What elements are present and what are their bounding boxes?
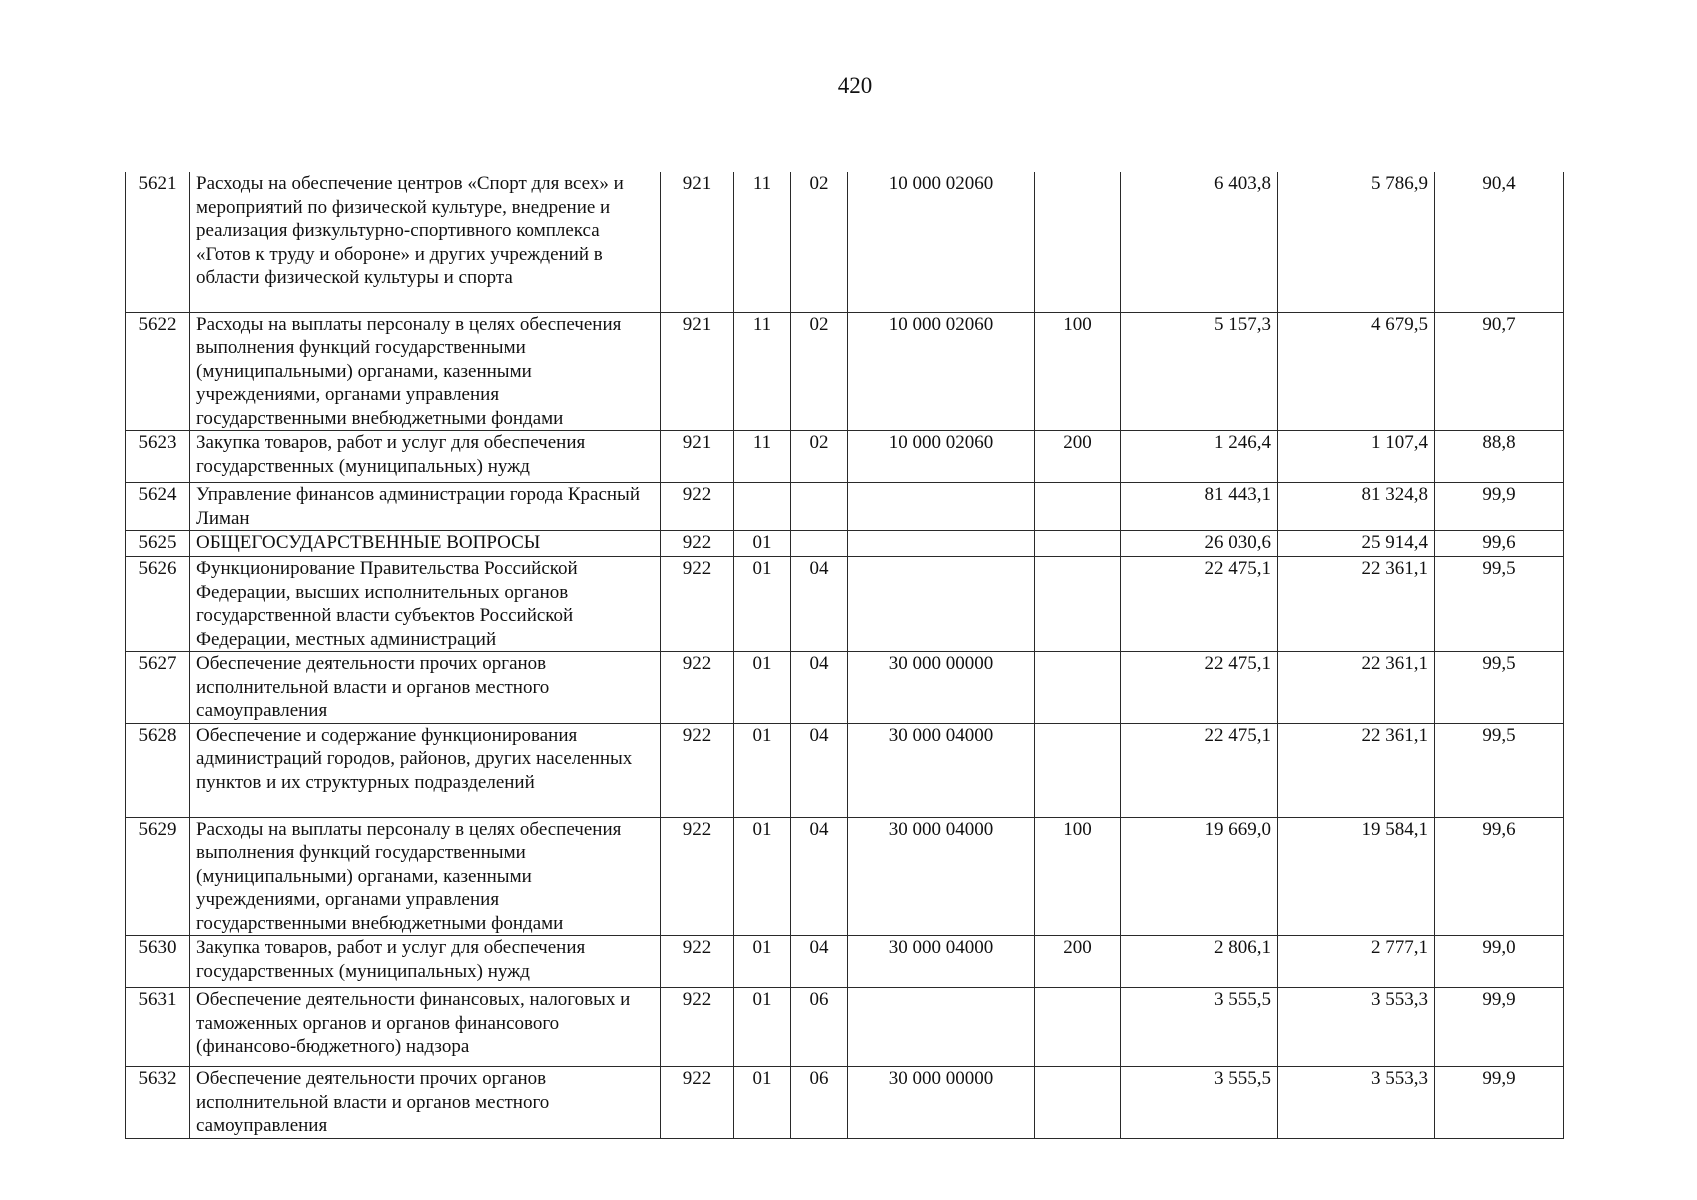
section-code-cell: 01: [734, 988, 791, 1067]
section-code-cell: 01: [734, 531, 791, 557]
target-article-cell: [848, 531, 1035, 557]
subsection-code-cell: 02: [791, 312, 848, 431]
actual-amount-cell: 25 914,4: [1278, 531, 1435, 557]
planned-amount-cell: 3 555,5: [1121, 1067, 1278, 1139]
item-name-cell: Функционирование Правительства Российской Федерации, высших исполнительных органов государственной власти субъектов Российской Федерации, местных администраций: [190, 557, 661, 652]
section-code-cell: 01: [734, 557, 791, 652]
planned-amount-cell: 5 157,3: [1121, 312, 1278, 431]
target-article-cell: 30 000 04000: [848, 936, 1035, 988]
grbs-code-cell: 921: [661, 172, 734, 312]
row-number-cell: 5623: [126, 431, 190, 483]
table-row: [126, 988, 1564, 1067]
planned-amount-cell: 22 475,1: [1121, 652, 1278, 724]
section-code-cell: 01: [734, 936, 791, 988]
section-code-cell: 11: [734, 312, 791, 431]
expense-type-cell: 100: [1035, 312, 1121, 431]
subsection-code-cell: 04: [791, 557, 848, 652]
expense-type-cell: [1035, 557, 1121, 652]
section-code-cell: 11: [734, 431, 791, 483]
actual-amount-cell: 22 361,1: [1278, 557, 1435, 652]
table-row: [126, 531, 1564, 557]
section-code-cell: 11: [734, 172, 791, 312]
item-name-cell: Закупка товаров, работ и услуг для обеспечения государственных (муниципальных) нужд: [190, 936, 661, 988]
execution-percent-cell: 99,9: [1435, 1067, 1564, 1139]
execution-percent-cell: 99,0: [1435, 936, 1564, 988]
grbs-code-cell: 922: [661, 817, 734, 936]
target-article-cell: 30 000 04000: [848, 723, 1035, 817]
row-number-cell: 5625: [126, 531, 190, 557]
execution-percent-cell: 99,9: [1435, 483, 1564, 531]
grbs-code-cell: 922: [661, 531, 734, 557]
actual-amount-cell: 1 107,4: [1278, 431, 1435, 483]
table-row: [126, 312, 1564, 431]
item-name-cell: Управление финансов администрации города Красный Лиман: [190, 483, 661, 531]
item-name-cell: Расходы на выплаты персоналу в целях обеспечения выполнения функций государственными (муниципальными) органами, казенными учреждениями, органами управления государственными внебюджетными фондами: [190, 312, 661, 431]
row-number-cell: 5626: [126, 557, 190, 652]
expense-type-cell: 200: [1035, 936, 1121, 988]
section-code-cell: [734, 483, 791, 531]
item-name-cell: Расходы на выплаты персоналу в целях обеспечения выполнения функций государственными (муниципальными) органами, казенными учреждениями, органами управления государственными внебюджетными фондами: [190, 817, 661, 936]
actual-amount-cell: 5 786,9: [1278, 172, 1435, 312]
grbs-code-cell: 922: [661, 652, 734, 724]
execution-percent-cell: 99,5: [1435, 652, 1564, 724]
table-row: [126, 557, 1564, 652]
grbs-code-cell: 921: [661, 312, 734, 431]
planned-amount-cell: 26 030,6: [1121, 531, 1278, 557]
planned-amount-cell: 22 475,1: [1121, 723, 1278, 817]
target-article-cell: [848, 988, 1035, 1067]
expense-type-cell: [1035, 172, 1121, 312]
row-number-cell: 5628: [126, 723, 190, 817]
grbs-code-cell: 922: [661, 723, 734, 817]
item-name-cell: ОБЩЕГОСУДАРСТВЕННЫЕ ВОПРОСЫ: [190, 531, 661, 557]
execution-percent-cell: 99,9: [1435, 988, 1564, 1067]
actual-amount-cell: 2 777,1: [1278, 936, 1435, 988]
row-number-cell: 5632: [126, 1067, 190, 1139]
planned-amount-cell: 6 403,8: [1121, 172, 1278, 312]
actual-amount-cell: 22 361,1: [1278, 723, 1435, 817]
execution-percent-cell: 88,8: [1435, 431, 1564, 483]
budget-table: [125, 172, 1564, 1139]
execution-percent-cell: 99,5: [1435, 557, 1564, 652]
item-name-cell: Расходы на обеспечение центров «Спорт для всех» и мероприятий по физической культуре, внедрение и реализация физкультурно-спортивного комплекса «Готов к труду и обороне» и других учреждений в области физической культуры и спорта: [190, 172, 661, 312]
table-row: [126, 172, 1564, 312]
table-row: [126, 652, 1564, 724]
section-code-cell: 01: [734, 817, 791, 936]
planned-amount-cell: 2 806,1: [1121, 936, 1278, 988]
table-body: [126, 172, 1564, 1139]
subsection-code-cell: 06: [791, 1067, 848, 1139]
row-number-cell: 5622: [126, 312, 190, 431]
grbs-code-cell: 922: [661, 936, 734, 988]
table-row: [126, 431, 1564, 483]
subsection-code-cell: 04: [791, 817, 848, 936]
section-code-cell: 01: [734, 1067, 791, 1139]
expense-type-cell: [1035, 1067, 1121, 1139]
expense-type-cell: [1035, 723, 1121, 817]
expense-type-cell: [1035, 652, 1121, 724]
target-article-cell: 10 000 02060: [848, 431, 1035, 483]
subsection-code-cell: 04: [791, 723, 848, 817]
table-row: [126, 723, 1564, 817]
page-number: 420: [837, 73, 873, 98]
actual-amount-cell: 3 553,3: [1278, 988, 1435, 1067]
item-name-cell: Обеспечение деятельности финансовых, налоговых и таможенных органов и органов финансового (финансово-бюджетного) надзора: [190, 988, 661, 1067]
row-number-cell: 5629: [126, 817, 190, 936]
subsection-code-cell: 06: [791, 988, 848, 1067]
item-name-cell: Закупка товаров, работ и услуг для обеспечения государственных (муниципальных) нужд: [190, 431, 661, 483]
subsection-code-cell: [791, 483, 848, 531]
row-number-cell: 5630: [126, 936, 190, 988]
planned-amount-cell: 22 475,1: [1121, 557, 1278, 652]
grbs-code-cell: 922: [661, 557, 734, 652]
row-number-cell: 5624: [126, 483, 190, 531]
grbs-code-cell: 922: [661, 1067, 734, 1139]
target-article-cell: [848, 483, 1035, 531]
grbs-code-cell: 922: [661, 988, 734, 1067]
subsection-code-cell: 04: [791, 652, 848, 724]
subsection-code-cell: [791, 531, 848, 557]
planned-amount-cell: 19 669,0: [1121, 817, 1278, 936]
expense-type-cell: 100: [1035, 817, 1121, 936]
actual-amount-cell: 22 361,1: [1278, 652, 1435, 724]
subsection-code-cell: 04: [791, 936, 848, 988]
row-number-cell: 5621: [126, 172, 190, 312]
item-name-cell: Обеспечение деятельности прочих органов исполнительной власти и органов местного самоуправления: [190, 1067, 661, 1139]
actual-amount-cell: 3 553,3: [1278, 1067, 1435, 1139]
execution-percent-cell: 90,7: [1435, 312, 1564, 431]
execution-percent-cell: 99,5: [1435, 723, 1564, 817]
target-article-cell: 30 000 00000: [848, 652, 1035, 724]
actual-amount-cell: 4 679,5: [1278, 312, 1435, 431]
target-article-cell: 30 000 00000: [848, 1067, 1035, 1139]
planned-amount-cell: 81 443,1: [1121, 483, 1278, 531]
section-code-cell: 01: [734, 723, 791, 817]
table-row: [126, 936, 1564, 988]
execution-percent-cell: 99,6: [1435, 817, 1564, 936]
subsection-code-cell: 02: [791, 431, 848, 483]
planned-amount-cell: 3 555,5: [1121, 988, 1278, 1067]
planned-amount-cell: 1 246,4: [1121, 431, 1278, 483]
item-name-cell: Обеспечение деятельности прочих органов исполнительной власти и органов местного самоуправления: [190, 652, 661, 724]
item-name-cell: Обеспечение и содержание функционирования администраций городов, районов, других населенных пунктов и их структурных подразделений: [190, 723, 661, 817]
actual-amount-cell: 81 324,8: [1278, 483, 1435, 531]
execution-percent-cell: 90,4: [1435, 172, 1564, 312]
grbs-code-cell: 921: [661, 431, 734, 483]
target-article-cell: 10 000 02060: [848, 312, 1035, 431]
expense-type-cell: 200: [1035, 431, 1121, 483]
target-article-cell: [848, 557, 1035, 652]
row-number-cell: 5631: [126, 988, 190, 1067]
actual-amount-cell: 19 584,1: [1278, 817, 1435, 936]
target-article-cell: 30 000 04000: [848, 817, 1035, 936]
section-code-cell: 01: [734, 652, 791, 724]
table-row: [126, 483, 1564, 531]
table-row: [126, 1067, 1564, 1139]
table-row: [126, 817, 1564, 936]
grbs-code-cell: 922: [661, 483, 734, 531]
expense-type-cell: [1035, 483, 1121, 531]
target-article-cell: 10 000 02060: [848, 172, 1035, 312]
row-number-cell: 5627: [126, 652, 190, 724]
subsection-code-cell: 02: [791, 172, 848, 312]
execution-percent-cell: 99,6: [1435, 531, 1564, 557]
expense-type-cell: [1035, 531, 1121, 557]
expense-type-cell: [1035, 988, 1121, 1067]
